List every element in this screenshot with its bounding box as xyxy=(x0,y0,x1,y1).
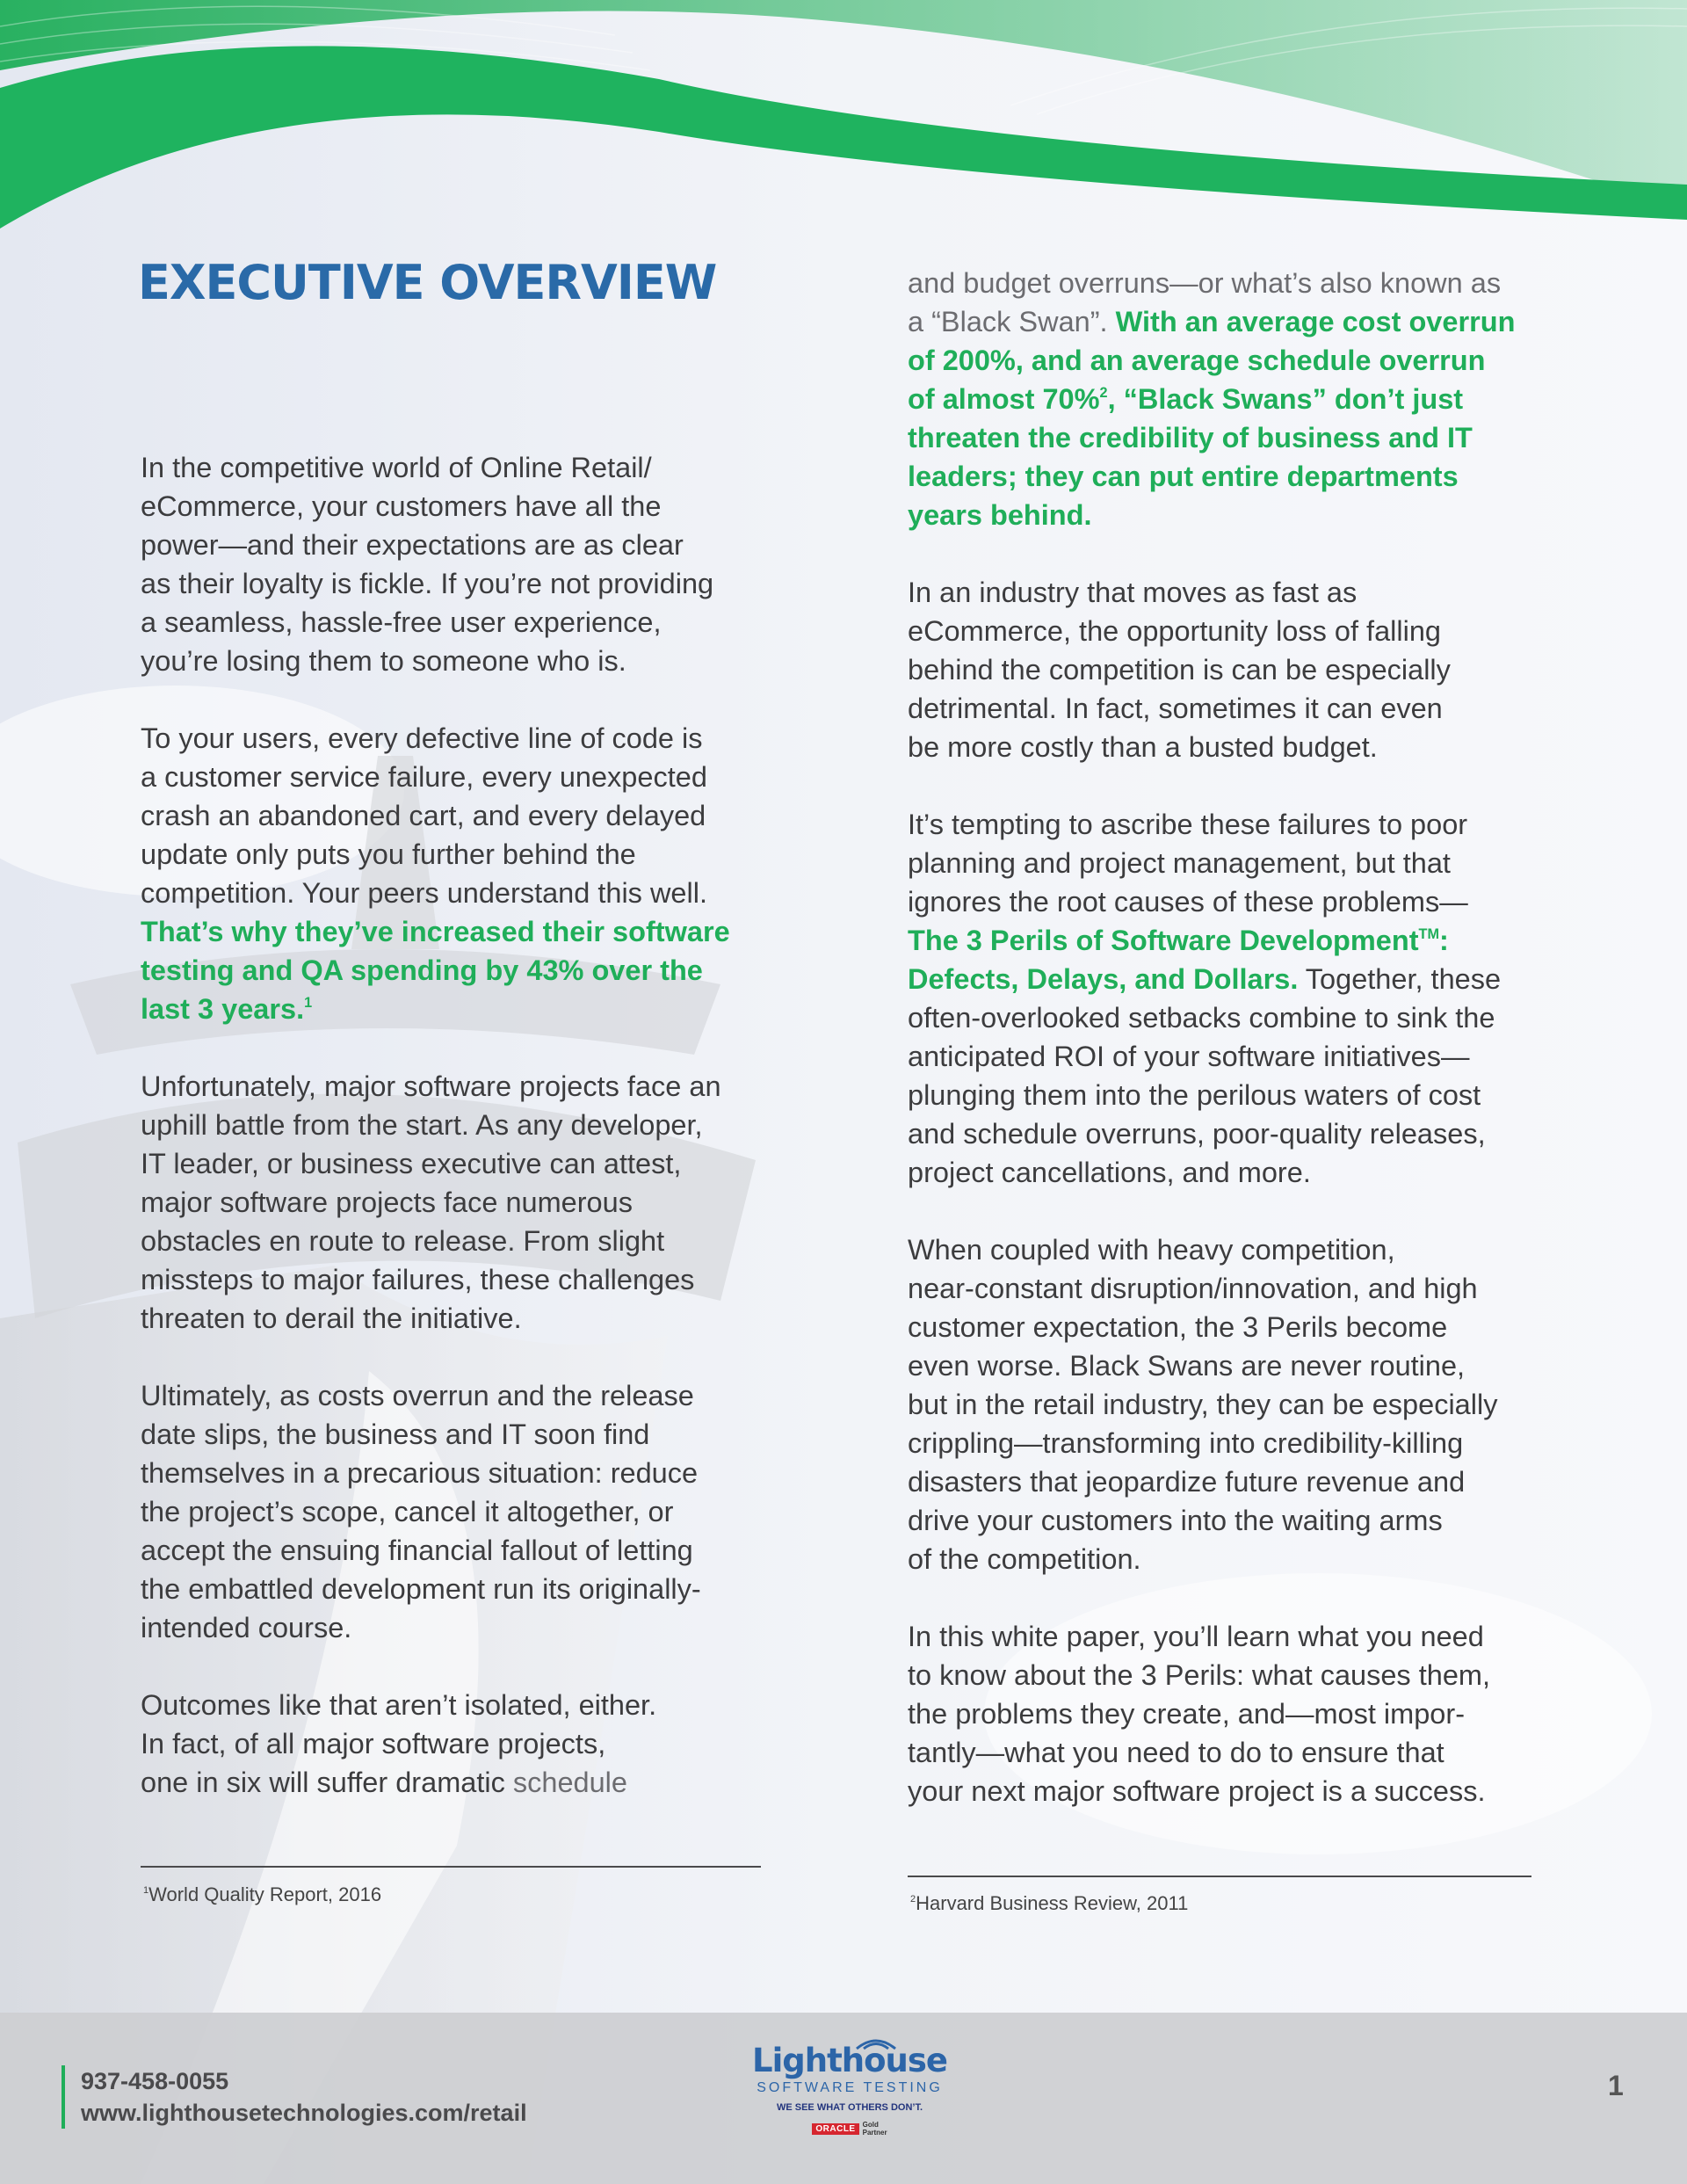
paragraph-text: To your users, every defective line of code is a customer service failure, every unexpected crash an abandoned cart, and every delayed update only puts you further behind the competition. Your peers understand this well. xyxy=(141,722,707,909)
footnote-divider-right xyxy=(908,1876,1531,1877)
signal-waves-icon xyxy=(850,2031,902,2050)
paragraph-uphill: Unfortunately, major software projects face an uphill battle from the start. As any developer, IT leader, or business executive can attest, major software projects face numerous obstacles en route to release. From slight missteps to major failures, these challenges threaten to derail the initiative. xyxy=(141,1070,721,1334)
right-column xyxy=(908,264,1540,1849)
paragraph-perils xyxy=(908,805,1540,1192)
footnote-ref: 1 xyxy=(304,995,313,1011)
paragraph-competition: When coupled with heavy competition, near-constant disruption/innovation, and high customer expectation, the 3 Perils become even worse. Black Swans are never routine, but in the retail industry, they can be especially crippling—transforming into credibility-killing disasters that jeopardize future revenue and drive your customers into the waiting arms of the competition. xyxy=(908,1234,1498,1575)
logo-subtitle: SOFTWARE TESTING xyxy=(757,2080,943,2095)
footnote-divider-left xyxy=(141,1866,761,1868)
paragraph-ultimately: Ultimately, as costs overrun and the release date slips, the business and IT soon find themselves in a precarious situation: reduce the project’s scope, cancel it altogether, or accept the ensuing financial fallout of letting the embattled development run its originally- intended course. xyxy=(141,1380,701,1643)
highlight-text-continued: , “Black Swans” don’t just threaten the credibility of business and IT leaders; they can put entire departments years behind. xyxy=(908,383,1473,531)
highlight-text: That’s why they’ve increased their software testing and QA spending by 43% over the last 3 years. xyxy=(141,916,730,1025)
oracle-partner-badge xyxy=(749,2121,951,2137)
contact-info xyxy=(62,2065,527,2129)
continued-text: and budget overruns—or what’s also known as a “Black Swan”. xyxy=(908,267,1502,337)
footnote-ref: 2 xyxy=(1099,385,1108,401)
paragraph-users xyxy=(141,719,773,1028)
trademark-symbol: TM xyxy=(1418,926,1440,942)
footnote-number: 1 xyxy=(143,1885,149,1897)
lighthouse-logo xyxy=(749,2043,951,2137)
footnote-text: Harvard Business Review, 2011 xyxy=(916,1892,1189,1914)
highlight-text: With an average cost overrun of 200%, and an average schedule overrun of almost 70% xyxy=(908,306,1516,415)
footnote-left xyxy=(143,1883,381,1906)
footnote-right xyxy=(910,1892,1188,1915)
paragraph-intro: In the competitive world of Online Retail/ eCommerce, your customers have all the power—and their expectations are as clear as their loyalty is fickle. If you’re not providing a seamless, hassle-free user experience, you’re losing them to someone who is. xyxy=(141,452,714,677)
footnote-number: 2 xyxy=(910,1894,916,1905)
continued-text: schedule xyxy=(512,1767,627,1798)
header-wave-graphic xyxy=(0,0,1687,264)
page-number: 1 xyxy=(1608,2070,1624,2101)
page-title: EXECUTIVE OVERVIEW xyxy=(138,255,717,310)
paragraph-black-swan xyxy=(908,264,1540,534)
highlight-text-continued: : Defects, Delays, and Dollars. xyxy=(908,925,1449,995)
logo-tagline: WE SEE WHAT OTHERS DON’T. xyxy=(776,2102,923,2113)
phone-number[interactable]: 937-458-0055 xyxy=(81,2068,229,2094)
logo-wordmark: Lighthouse xyxy=(749,2043,951,2079)
highlight-text: The 3 Perils of Software Development xyxy=(908,925,1419,956)
partner-level: Gold Partner xyxy=(862,2121,887,2137)
paragraph-outcomes xyxy=(141,1686,773,1802)
footnote-text: World Quality Report, 2016 xyxy=(148,1883,382,1905)
left-column xyxy=(141,448,773,1840)
website-link[interactable]: www.lighthousetechnologies.com/retail xyxy=(81,2100,527,2126)
paragraph-text: It’s tempting to ascribe these failures to poor planning and project management, but that ignores the root causes of these problems— xyxy=(908,809,1468,918)
paragraph-text: Outcomes like that aren’t isolated, either. In fact, of all major software projects, one in six will suffer dramatic xyxy=(141,1689,657,1798)
paragraph-text-continued: Together, these often-overlooked setbacks combine to sink the anticipated ROI of your software initiatives— plunging them into the perilous waters of cost and schedule overruns, poor-quality releases, project cancellations, and more. xyxy=(908,963,1502,1188)
paragraph-industry: In an industry that moves as fast as eCommerce, the opportunity loss of falling behind the competition is can be especially detrimental. In fact, sometimes it can even be more costly than a busted budget. xyxy=(908,577,1451,763)
paragraph-white-paper: In this white paper, you’ll learn what you need to know about the 3 Perils: what causes them, the problems they create, and—most impor- tantly—what you need to do to ensure that your next major software project is a success. xyxy=(908,1621,1490,1807)
oracle-logo: ORACLE xyxy=(812,2123,858,2135)
